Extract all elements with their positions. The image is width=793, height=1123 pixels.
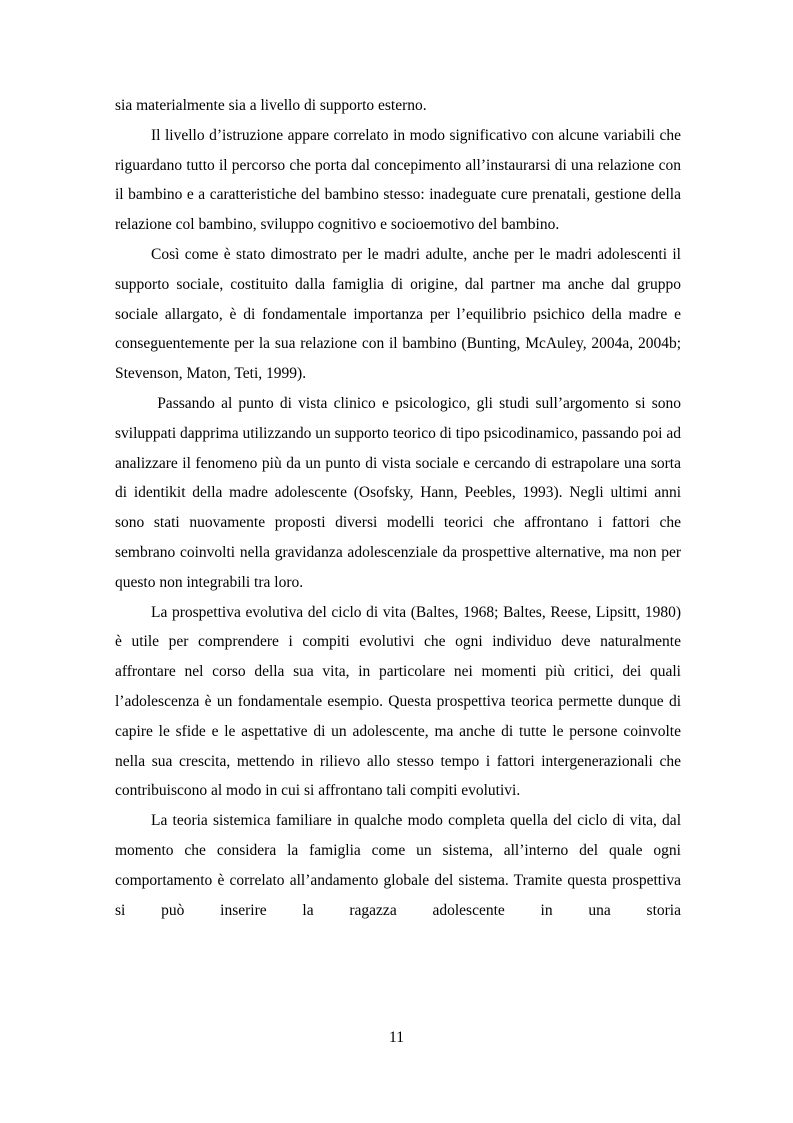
paragraph-3: Così come è stato dimostrato per le madri adulte, anche per le madri adolescenti il supporto sociale, costituito dalla famiglia di origine, dal partner ma anche dal gruppo sociale allargato, è di fondamentale importanza per l’equilibrio psichico della madre e conseguentemente per la sua relazione con il bambino (Bunting, McAuley, 2004a, 2004b; Stevenson, Maton, Teti, 1999).	[115, 245, 681, 383]
paragraph-6: La teoria sistemica familiare in qualche modo completa quella del ciclo di vita, dal momento che considera la famiglia come un sistema, all’interno del quale ogni comportamento è correlato all’andamento globale del sistema. Tramite questa prospettiva si può inserire la ragazza adolescente in una storia	[115, 812, 681, 919]
paragraph-4: Passando al punto di vista clinico e psicologico, gli studi sull’argomento si sono sviluppati dapprima utilizzando un supporto teorico di tipo psicodinamico, passando poi ad analizzare il fenomeno più da un punto di vista sociale e cercando di estrapolare una sorta di identikit della madre adolescente (Osofsky, Hann, Peebles, 1993). Negli ultimi anni sono stati nuovamente proposti diversi modelli teorici che affrontano i fattori che sembrano coinvolti nella gravidanza adolescenziale da prospettive alternative, ma non per questo non integrabili tra loro.	[115, 394, 685, 591]
paragraph-2: Il livello d’istruzione appare correlato in modo significativo con alcune variabili che riguardano tutto il percorso che porta dal concepimento all’instaurarsi di una relazione con il bambino e a caratteristiche del bambino stesso: inadeguate cure prenatali, gestione della relazione col bambino, sviluppo cognitivo e socioemotivo del bambino.	[115, 126, 681, 234]
document-page	[115, 91, 685, 925]
paragraph-5: La prospettiva evolutiva del ciclo di vita (Baltes, 1968; Baltes, Reese, Lipsitt, 1980) è utile per comprendere i compiti evolutivi che ogni individuo deve naturalmente affrontare nel corso della sua vita, in particolare nei momenti più critici, dei quali l’adolescenza è un fondamentale esempio. Questa prospettiva teorica permette dunque di capire le sfide e le aspettative di un adolescente, ma anche di tutte le persone coinvolte nella sua crescita, mettendo in rilievo allo stesso tempo i fattori intergenerazionali che contribuiscono al modo in cui si affrontano tali compiti evolutivi.	[115, 603, 681, 800]
page-number: 11	[389, 1029, 404, 1046]
paragraph-1: sia materialmente sia a livello di supporto esterno.	[115, 97, 427, 114]
